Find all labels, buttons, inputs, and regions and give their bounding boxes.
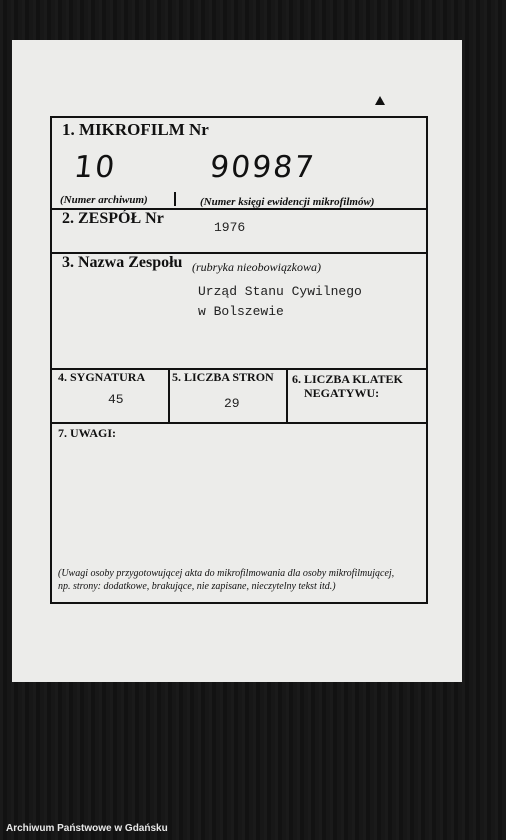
fonds-name-line1: Urząd Stanu Cywilnego (198, 284, 362, 299)
section1-label: 1. MIKROFILM Nr (62, 120, 209, 139)
section3-note: (rubryka nieobowiązkowa) (192, 260, 321, 274)
notes-caption-line2: np. strony: dodatkowe, brakujące, nie zapisane, nieczytelny tekst itd.) (58, 581, 336, 592)
archive-footer: Archiwum Państwowe w Gdańsku (6, 823, 168, 834)
signature-value: 45 (108, 392, 124, 407)
archive-number-handwritten: 10 (72, 150, 119, 185)
caption-divider (174, 192, 176, 206)
divider-4 (52, 422, 426, 424)
col-divider-1 (168, 368, 170, 422)
section6-label-line1: 6. LICZBA KLATEK (292, 372, 403, 386)
section5-label: 5. LICZBA STRON (172, 370, 274, 384)
archive-number-caption: (Numer archiwum) (60, 194, 148, 206)
section2-label: 2. ZESPÓŁ Nr (62, 210, 164, 227)
fonds-name-line2: w Bolszewie (198, 304, 284, 319)
col-divider-2 (286, 368, 288, 422)
registration-mark-icon (375, 96, 385, 105)
notes-caption-line1: (Uwagi osoby przygotowującej akta do mikrofilmowania dla osoby mikrofilmującej, (58, 568, 395, 579)
pages-value: 29 (224, 396, 240, 411)
section3-label: 3. Nazwa Zespołu (62, 254, 183, 271)
fonds-number: 1976 (214, 220, 246, 235)
register-number-handwritten: 90987 (208, 150, 318, 185)
register-number-caption: (Numer księgi ewidencji mikrofilmów) (200, 196, 375, 208)
section6-label-line2: NEGATYWU: (304, 386, 380, 400)
section4-label: 4. SYGNATURA (58, 370, 146, 384)
microfilm-form (50, 116, 428, 604)
section7-label: 7. UWAGI: (58, 426, 117, 440)
